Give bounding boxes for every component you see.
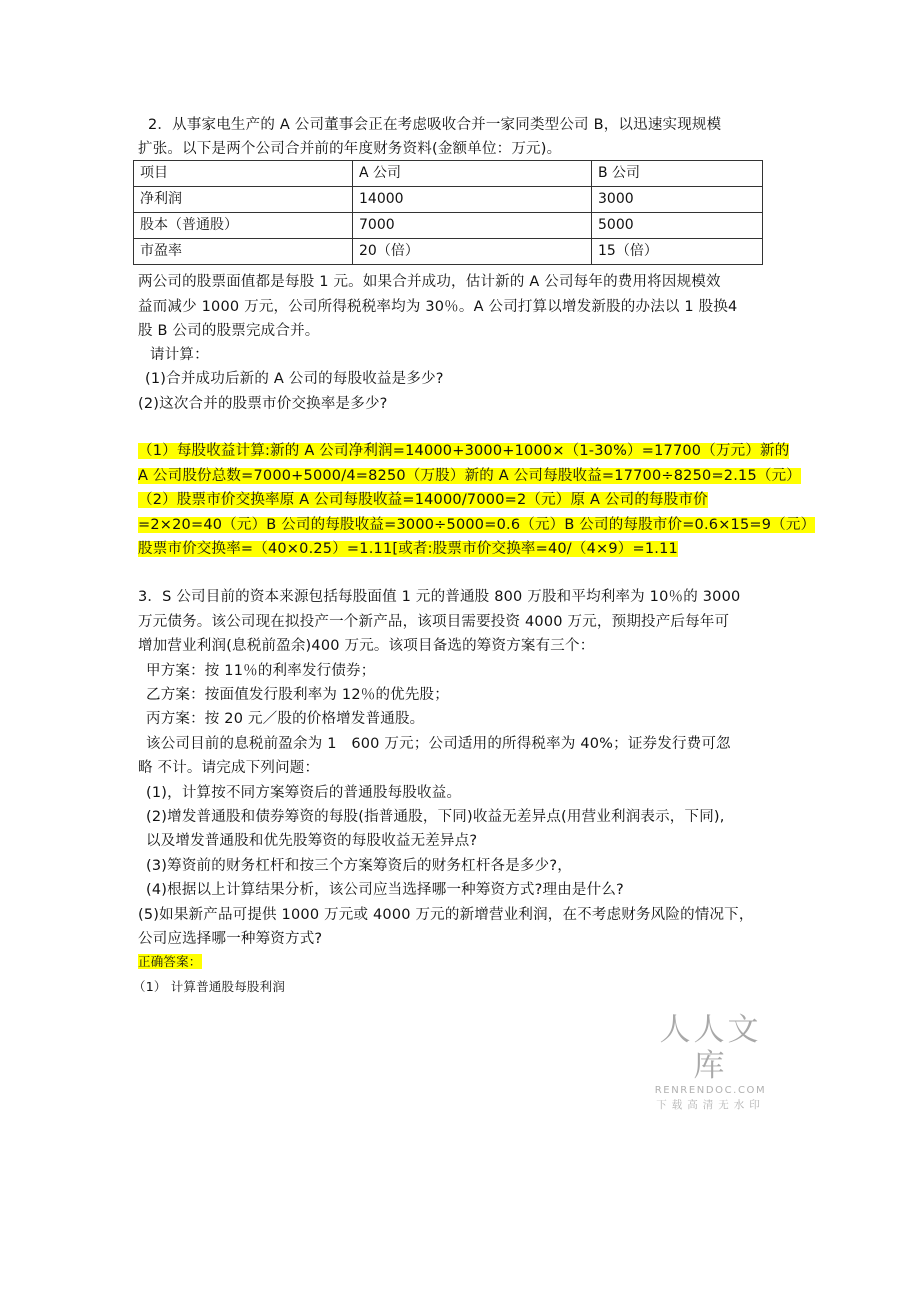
logo-tagline: 下载高清无水印 <box>656 1099 765 1111</box>
q3-intro-line1: 3．S 公司目前的资本来源包括每股面值 1 元的普通股 800 万股和平均利率为 10％的 3000 <box>138 589 741 605</box>
table-cell: 股本（普通股） <box>134 213 353 239</box>
q3-condition-line1: 该公司目前的息税前盈余为 1 600 万元；公司适用的所得税率为 40%；证券发行费可忽 <box>146 736 731 752</box>
q3-condition-line2: 略 不计。请完成下列问题： <box>138 760 320 776</box>
table-cell: 3000 <box>592 187 763 213</box>
table-cell: 净利润 <box>134 187 353 213</box>
table-cell: 7000 <box>353 213 592 239</box>
table-row <box>134 239 763 265</box>
q2-intro-line2: 扩张。以下是两个公司合并前的年度财务资料(金额单位：万元)。 <box>138 141 562 157</box>
highlighted-text: A 公司股份总数=7000+5000/4=8250（万股）新的 A 公司每股收益=17700÷8250=2.15（元） <box>138 468 801 484</box>
logo-domain: RENRENDOC.COM <box>654 1085 767 1096</box>
table-header-row <box>134 161 763 187</box>
table-cell: 15（倍） <box>592 239 763 265</box>
q2-intro-line1: 2．从事家电生产的 A 公司董事会正在考虑吸收合并一家同类型公司 B，以迅速实现规模 <box>148 117 722 133</box>
watermark-logo <box>648 1012 773 1112</box>
logo-title: 人人文库 <box>659 1012 762 1084</box>
table-header-cell: A 公司 <box>353 161 592 187</box>
table-header-cell: B 公司 <box>592 161 763 187</box>
answer-label: 正确答案： <box>138 954 202 969</box>
table-header-cell: 项目 <box>134 161 353 187</box>
q3-plan-a: 甲方案：按 11％的利率发行债券； <box>146 663 376 679</box>
highlighted-text: （1）每股收益计算:新的 A 公司净利润=14000+3000+1000×（1-30%）=17700（万元）新的 <box>138 443 790 459</box>
highlighted-text: 股票市价交换率=（40×0.25）=1.11[或者:股票市价交换率=40/（4×9）=1.11 <box>138 541 678 557</box>
table-cell: 5000 <box>592 213 763 239</box>
table-cell: 市盈率 <box>134 239 353 265</box>
q2-body-line3: 股 B 公司的股票完成合并。 <box>138 323 320 339</box>
q3-intro-line3: 增加营业利润(息税前盈余)400 万元。该项目备选的筹资方案有三个： <box>138 638 595 654</box>
q2-question-2: (2)这次合并的股票市价交换率是多少? <box>138 396 388 412</box>
table-cell: 20（倍） <box>353 239 592 265</box>
answer-step-1: （1） 计算普通股每股利润 <box>133 979 286 994</box>
table-cell: 14000 <box>353 187 592 213</box>
table-row <box>134 213 763 239</box>
answer-label-line <box>138 952 202 972</box>
q3-question-3: (3)筹资前的财务杠杆和按三个方案筹资后的财务杠杆各是多少?， <box>146 858 572 874</box>
financial-table <box>133 160 763 265</box>
q2-question-1: (1)合并成功后新的 A 公司的每股收益是多少? <box>145 371 444 387</box>
q3-question-5-line2: 公司应选择哪一种筹资方式? <box>138 931 323 947</box>
q3-question-1: (1)，计算按不同方案筹资后的普通股每股收益。 <box>146 785 462 801</box>
q2-prompt: 请计算： <box>150 347 209 363</box>
q2-answer-line3 <box>138 490 708 510</box>
q3-question-2-line1: (2)增发普通股和债券筹资的每股(指普通股，下同)收益无差异点(用营业利润表示，下同), <box>146 809 725 825</box>
q3-plan-b: 乙方案：按面值发行股利率为 12％的优先股； <box>146 687 449 703</box>
highlighted-text: （2）股票市价交换率原 A 公司每股收益=14000/7000=2（元）原 A 公司的每股市价 <box>138 492 708 508</box>
q2-answer-line1 <box>138 441 789 461</box>
q2-body-line1: 两公司的股票面值都是每股 1 元。如果合并成功，估计新的 A 公司每年的费用将因规模效 <box>138 274 721 290</box>
q3-question-4: (4)根据以上计算结果分析，该公司应当选择哪一种筹资方式?理由是什么? <box>146 882 624 898</box>
highlighted-text: =2×20=40（元）B 公司的每股收益=3000÷5000=0.6（元）B 公司的每股市价=0.6×15=9（元） <box>138 517 816 533</box>
table-row <box>134 187 763 213</box>
q3-plan-c: 丙方案：按 20 元／股的价格增发普通股。 <box>146 711 425 727</box>
q2-answer-line5 <box>138 539 678 559</box>
q2-body-line2: 益而减少 1000 万元，公司所得税税率均为 30％。A 公司打算以增发新股的办法以 1 股换4 <box>138 299 738 315</box>
q3-intro-line2: 万元债务。该公司现在拟投产一个新产品，该项目需要投资 4000 万元，预期投产后每年可 <box>138 614 730 630</box>
q3-question-5-line1: (5)如果新产品可提供 1000 万元或 4000 万元的新增营业利润，在不考虑财务风险的情况下， <box>138 907 754 923</box>
q2-answer-line2 <box>138 466 801 486</box>
q3-question-2-line2: 以及增发普通股和优先股筹资的每股收益无差异点? <box>146 833 478 849</box>
q2-answer-line4 <box>138 515 815 535</box>
